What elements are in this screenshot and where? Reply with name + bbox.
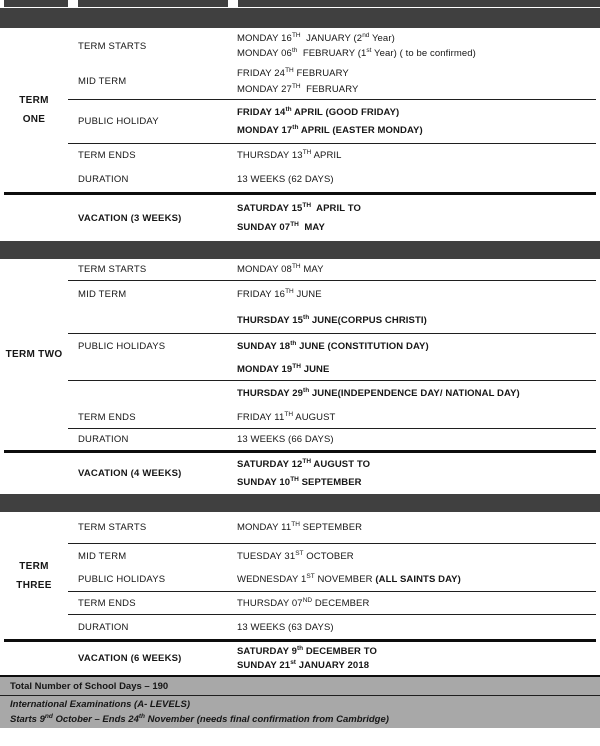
calendar-row <box>68 28 596 64</box>
term-section-1 <box>0 28 600 192</box>
date-value: THURSDAY 29th JUNE(INDEPENDENCE DAY/ NATIONAL DAY) <box>237 386 520 399</box>
row-label <box>68 307 233 333</box>
row-dates <box>233 512 596 543</box>
date-value: TUESDAY 31ST OCTOBER <box>237 549 354 562</box>
header-band <box>0 8 600 28</box>
date-value: 13 WEEKS (66 DAYS) <box>237 434 334 445</box>
row-label: MID TERM <box>78 76 127 87</box>
row-label: TERM ENDS <box>78 411 136 423</box>
date-value: MONDAY 19TH JUNE <box>237 362 330 375</box>
term-separator-band <box>0 494 600 512</box>
calendar-row <box>68 429 596 450</box>
row-dates <box>233 334 596 359</box>
vacation-label: VACATION (4 WEEKS) <box>78 468 182 479</box>
date-value: WEDNESDAY 1ST NOVEMBER (ALL SAINTS DAY) <box>237 572 461 585</box>
date-value: SUNDAY 10TH SEPTEMBER <box>237 475 362 488</box>
row-label: DURATION <box>78 173 129 185</box>
calendar-row <box>68 381 596 406</box>
row-dates <box>233 307 596 333</box>
exam-title-text: International Examinations (A- LEVELS) <box>10 699 190 711</box>
date-value: THURSDAY 15th JUNE(CORPUS CHRISTI) <box>237 313 427 326</box>
header-cell-dates <box>238 0 600 7</box>
date-value: SATURDAY 12TH AUGUST TO <box>237 458 371 471</box>
date-value: THURSDAY 07ND DECEMBER <box>237 596 370 609</box>
term-section-3 <box>0 512 600 639</box>
date-value: FRIDAY 16TH JUNE <box>237 287 322 300</box>
vacation-spacer <box>0 195 68 241</box>
row-dates <box>233 259 596 280</box>
vacation-label: VACATION (6 WEEKS) <box>78 653 182 664</box>
calendar-row <box>68 592 596 615</box>
vacation-dates <box>233 642 600 675</box>
row-dates <box>233 429 596 450</box>
row-dates <box>233 406 596 428</box>
calendar-row <box>68 281 596 307</box>
row-dates <box>233 28 596 64</box>
date-value: MONDAY 17th APRIL (EASTER MONDAY) <box>237 123 423 136</box>
row-label <box>68 381 233 406</box>
row-dates <box>233 381 596 406</box>
row-dates <box>233 544 596 568</box>
calendar-row <box>68 307 596 334</box>
row-label: MID TERM <box>78 288 127 300</box>
row-label: DURATION <box>78 434 129 445</box>
vacation-label: VACATION (3 WEEKS) <box>78 212 182 224</box>
header-cell-term <box>4 0 68 7</box>
calendar-row <box>68 64 596 100</box>
row-label: PUBLIC HOLIDAY <box>78 116 159 127</box>
date-value: MONDAY 27TH FEBRUARY <box>237 82 359 95</box>
calendar-row <box>68 615 596 639</box>
date-value: FRIDAY 11TH AUGUST <box>237 410 336 423</box>
vacation-row <box>0 642 600 675</box>
calendar-row <box>68 544 596 568</box>
total-days-text: Total Number of School Days – 190 <box>10 680 169 692</box>
exam-dates-text: Starts 9nd October – Ends 24th November (needs final confirmation from Cambridge) <box>10 712 389 725</box>
row-label: MID TERM <box>78 550 127 562</box>
date-value: 13 WEEKS (63 DAYS) <box>237 621 334 633</box>
row-label: TERM STARTS <box>78 522 147 533</box>
row-dates <box>233 144 596 166</box>
calendar-row <box>68 568 596 592</box>
vacation-row <box>0 453 600 494</box>
row-dates <box>233 166 596 192</box>
term-separator-band <box>0 241 600 259</box>
date-value: THURSDAY 13TH APRIL <box>237 148 342 161</box>
terms-container <box>0 28 600 675</box>
date-value: 13 WEEKS (62 DAYS) <box>237 173 334 185</box>
row-dates <box>233 359 596 380</box>
date-value: MONDAY 16TH JANUARY (2nd Year) <box>237 31 395 44</box>
calendar-row <box>68 166 596 192</box>
row-label: TERM STARTS <box>78 264 147 275</box>
term-section-2 <box>0 259 600 450</box>
row-label <box>68 359 233 380</box>
date-value: SATURDAY 15TH APRIL TO <box>237 201 361 214</box>
row-label: TERM ENDS <box>78 597 136 609</box>
vacation-spacer <box>0 453 68 494</box>
row-label: TERM ENDS <box>78 149 136 161</box>
row-dates <box>233 100 596 143</box>
date-value: MONDAY 06th FEBRUARY (1st Year) ( to be confirmed) <box>237 47 476 60</box>
header-cell-gap <box>228 0 238 7</box>
row-label: DURATION <box>78 621 129 633</box>
row-dates <box>233 615 596 639</box>
calendar-row <box>68 406 596 429</box>
calendar-row <box>68 359 596 381</box>
date-value: FRIDAY 14th APRIL (GOOD FRIDAY) <box>237 105 400 118</box>
vacation-row <box>0 195 600 241</box>
term-name: TERM ONE <box>19 95 49 125</box>
row-label: TERM STARTS <box>78 40 147 52</box>
vacation-spacer <box>0 642 68 675</box>
row-label: PUBLIC HOLIDAYS <box>78 341 166 352</box>
calendar-row <box>68 259 596 281</box>
calendar-row <box>68 100 596 144</box>
row-label: PUBLIC HOLIDAYS <box>78 574 166 585</box>
row-dates <box>233 568 596 591</box>
date-value: SATURDAY 9th DECEMBER TO <box>237 644 377 657</box>
row-dates <box>233 281 596 307</box>
row-dates <box>233 592 596 614</box>
term-name: TERM THREE <box>16 560 52 591</box>
total-days-row <box>0 675 600 696</box>
calendar-row <box>68 512 596 544</box>
vacation-dates <box>233 195 600 241</box>
calendar-row <box>68 334 596 359</box>
exams-row <box>0 696 600 728</box>
vacation-dates <box>233 453 600 494</box>
date-value: MONDAY 08TH MAY <box>237 262 324 275</box>
date-value: SUNDAY 07TH MAY <box>237 220 325 233</box>
header-row <box>0 0 600 7</box>
date-value: SUNDAY 21st JANUARY 2018 <box>237 659 370 672</box>
date-value: MONDAY 11TH SEPTEMBER <box>237 520 363 533</box>
term-name: TERM TWO <box>5 349 63 360</box>
date-value: SUNDAY 18th JUNE (CONSTITUTION DAY) <box>237 339 429 352</box>
header-cell-gap <box>68 0 78 7</box>
calendar-row <box>68 144 596 166</box>
header-cell-label <box>78 0 228 7</box>
date-value: FRIDAY 24TH FEBRUARY <box>237 67 349 80</box>
row-dates <box>233 64 596 99</box>
